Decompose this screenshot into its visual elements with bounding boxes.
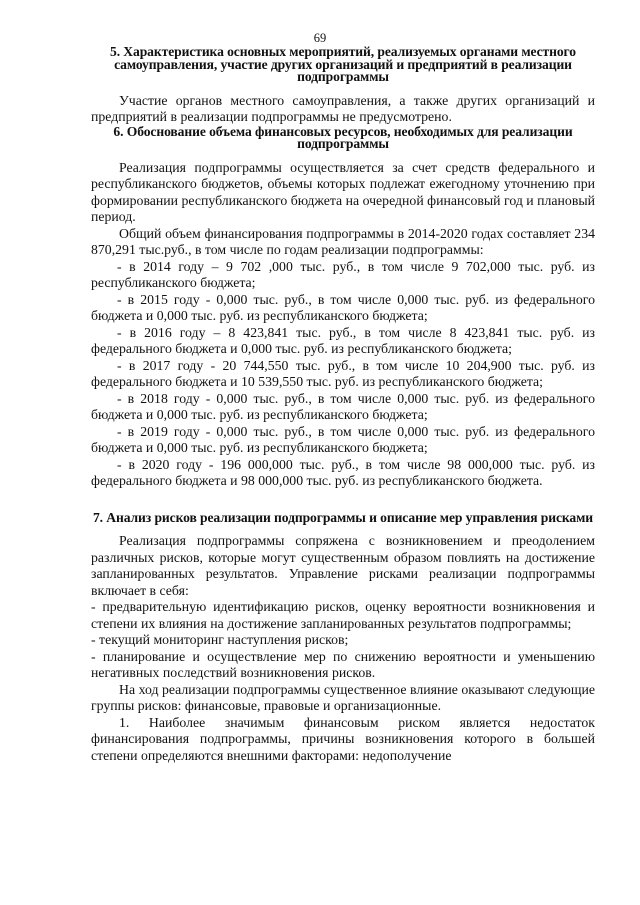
section-7-intro: Реализация подпрограммы сопряжена с возникновением и преодолением различных рисков, которые могут существенным образом повлиять на достижение запланированных результатов. Управление рисками реализации подпрограммы включает в себя:: [91, 533, 595, 598]
risk-measure-identification: - предварительную идентификацию рисков, оценку вероятности возникновения и степени их влияния на достижение запланированных результатов подпрограммы;: [91, 599, 595, 631]
funding-year-2018: - в 2018 году - 0,000 тыс. руб., в том числе 0,000 тыс. руб. из федерального бюджета и 0,000 тыс. руб. из республиканского бюджета;: [91, 390, 595, 422]
section-6-intro: Реализация подпрограммы осуществляется за счет средств федерального и республиканского бюджетов, объемы которых подлежат ежегодному уточнению при формировании республиканского бюджета на очередной финансовый год и плановый период.: [91, 159, 595, 224]
risk-measure-planning: - планирование и осуществление мер по снижению вероятности и уменьшению негативных последствий возникновения рисков.: [91, 648, 595, 680]
section-5-text: Участие органов местного самоуправления, а также других организаций и предприятий в реализации подпрограммы не предусмотрено.: [91, 92, 595, 124]
section-7-item-1: 1. Наиболее значимым финансовым риском является недостаток финансирования подпрограммы, причины возникновения которого в большей степени определяются внешними факторами: недополучение: [91, 714, 595, 763]
funding-year-2014: - в 2014 году – 9 702 ,000 тыс. руб., в том числе 9 702,000 тыс. руб. из республиканского бюджета;: [91, 258, 595, 290]
section-7-heading: 7. Анализ рисков реализации подпрограммы и описание мер управления рисками: [92, 509, 594, 525]
funding-year-2020: - в 2020 году - 196 000,000 тыс. руб., в том числе 98 000,000 тыс. руб. из федерального бюджета и 98 000,000 тыс. руб. из республиканского бюджета.: [91, 456, 595, 488]
page-number: 69: [313, 31, 327, 45]
section-6-heading: 6. Обоснование объема финансовых ресурсов, необходимых для реализации подпрограммы: [113, 123, 573, 151]
page-content: [91, 46, 595, 764]
funding-year-2017: - в 2017 году - 20 744,550 тыс. руб., в том числе 10 204,900 тыс. руб. из федерального бюджета и 10 539,550 тыс. руб. из республиканского бюджета;: [91, 357, 595, 389]
risk-measure-monitoring: - текущий мониторинг наступления рисков;: [91, 632, 349, 647]
section-5-heading: 5. Характеристика основных мероприятий, реализуемых органами местного самоуправления, участие других организаций и предприятий в реализации подпрограммы: [110, 44, 576, 84]
funding-year-2019: - в 2019 году - 0,000 тыс. руб., в том числе 0,000 тыс. руб. из федерального бюджета и 0,000 тыс. руб. из республиканского бюджета;: [91, 423, 595, 455]
section-6-total: Общий объем финансирования подпрограммы в 2014-2020 годах составляет 234 870,291 тыс.руб., в том числе по годам реализации подпрограммы:: [91, 225, 595, 257]
section-7-risk-groups: На ход реализации подпрограммы существенное влияние оказывают следующие группы рисков: финансовые, правовые и организационные.: [91, 681, 595, 713]
funding-year-2015: - в 2015 году - 0,000 тыс. руб., в том числе 0,000 тыс. руб. из федерального бюджета и 0,000 тыс. руб. из республиканского бюджета;: [91, 291, 595, 323]
funding-year-2016: - в 2016 году – 8 423,841 тыс. руб., в том числе 8 423,841 тыс. руб. из федерального бюджета и 0,000 тыс. руб. из республиканского бюджета;: [91, 324, 595, 356]
